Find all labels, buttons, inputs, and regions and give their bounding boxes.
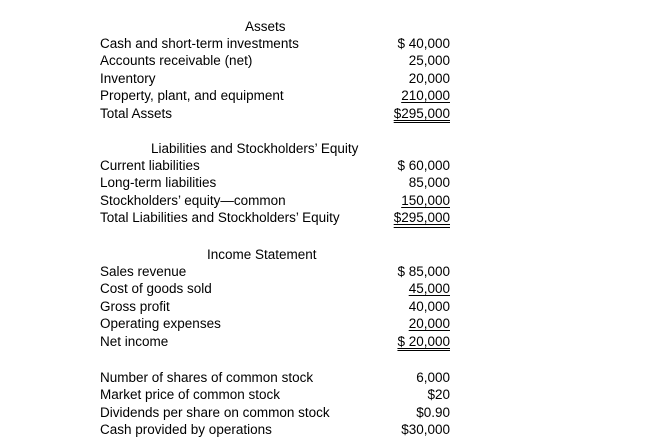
row-label: Property, plant, and equipment <box>100 88 284 104</box>
row-value: $ 60,000 <box>397 158 450 173</box>
row-value: 45,000 <box>408 281 450 297</box>
table-row <box>100 298 450 315</box>
row-label: Gross profit <box>100 298 170 314</box>
table-row <box>100 333 450 350</box>
row-value: 20,000 <box>408 316 450 332</box>
row-label: Accounts receivable (net) <box>100 53 253 69</box>
row-label: Sales revenue <box>100 264 187 279</box>
row-label: Dividends per share on common stock <box>100 404 330 420</box>
table-row <box>100 70 450 87</box>
row-label: Market price of common stock <box>100 387 281 403</box>
row-value: 85,000 <box>408 175 450 191</box>
row-value: $ 20,000 <box>397 333 450 349</box>
income-statement-title: Income Statement <box>207 247 317 262</box>
other-data-table <box>100 369 450 439</box>
row-value: 40,000 <box>408 298 450 314</box>
row-value: $20 <box>427 387 450 403</box>
row-value: $ 40,000 <box>397 36 450 51</box>
table-row <box>100 174 450 191</box>
row-label: Total Liabilities and Stockholders’ Equity <box>100 210 340 226</box>
row-value: 210,000 <box>401 88 450 104</box>
table-row <box>100 87 450 104</box>
table-row <box>100 35 450 52</box>
row-label: Inventory <box>100 70 156 86</box>
row-value: $30,000 <box>401 422 450 438</box>
liabilities-title: Liabilities and Stockholders’ Equity <box>151 141 359 156</box>
row-label: Cash provided by operations <box>100 422 272 438</box>
row-label: Current liabilities <box>100 158 200 173</box>
table-row <box>100 280 450 297</box>
table-row <box>100 192 450 209</box>
table-row <box>100 157 450 174</box>
row-label: Cost of goods sold <box>100 281 212 297</box>
table-row <box>100 52 450 69</box>
table-row <box>100 386 450 403</box>
row-label: Long-term liabilities <box>100 175 217 191</box>
table-row <box>100 263 450 280</box>
row-label: Total Assets <box>100 105 173 121</box>
table-row <box>100 209 450 226</box>
row-value: $295,000 <box>393 210 450 226</box>
row-value: 6,000 <box>416 370 450 385</box>
row-label: Stockholders’ equity—common <box>100 192 286 208</box>
row-value: 25,000 <box>408 53 450 69</box>
row-value: $295,000 <box>393 105 450 121</box>
row-label: Cash and short-term investments <box>100 36 299 51</box>
row-value: 20,000 <box>408 70 450 86</box>
row-label: Net income <box>100 333 169 349</box>
row-value: $0.90 <box>416 404 450 420</box>
income-statement-table <box>100 263 450 350</box>
row-value: $ 85,000 <box>397 264 450 279</box>
assets-table <box>100 35 450 122</box>
table-row <box>100 105 450 122</box>
table-row <box>100 369 450 386</box>
row-value: 150,000 <box>401 192 450 208</box>
row-label: Number of shares of common stock <box>100 370 314 385</box>
liabilities-table <box>100 157 450 227</box>
assets-title: Assets <box>245 19 286 34</box>
table-row <box>100 315 450 332</box>
table-row <box>100 404 450 421</box>
table-row <box>100 421 450 438</box>
row-label: Operating expenses <box>100 316 221 332</box>
